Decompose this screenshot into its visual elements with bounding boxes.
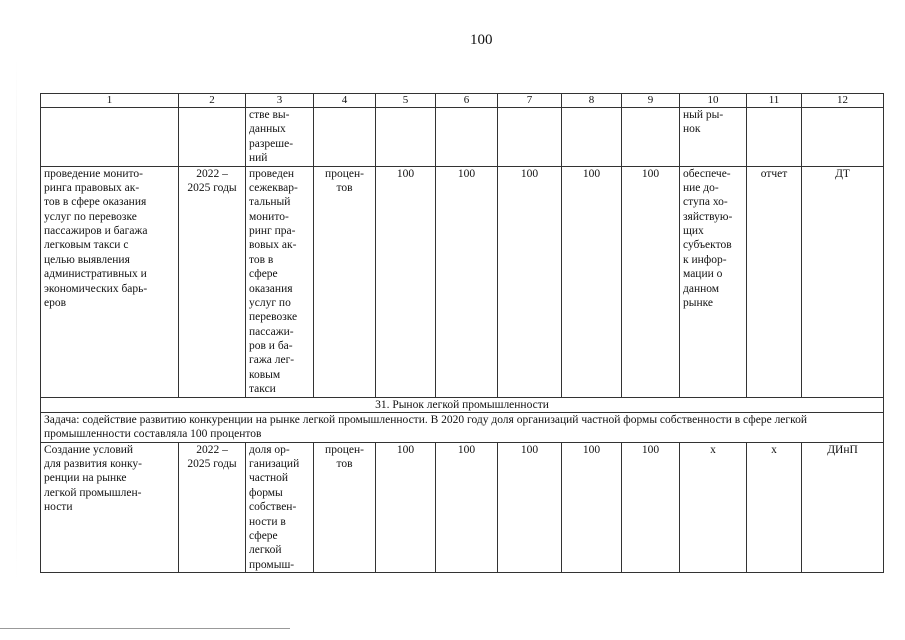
col-header: 9 [622,94,680,108]
col-header: 8 [562,94,622,108]
value-cell: 100 [562,166,622,397]
indicator-cell: проведен сежеквар- тальный монито- ринг пра- вовых ак- тов в сфере оказания услуг по перевозке пассажи- ров и ба- гажа лег- ковым такси [246,166,314,397]
table-cell [41,108,179,167]
unit-cell: процен- тов [314,442,376,572]
responsible-cell: ДТ [802,166,884,397]
result-cell: обеспече- ние до- ступа хо- зяйствую- щих субъектов к инфор- мации о данном рынке [680,166,747,397]
result-cell: х [680,442,747,572]
section-title: 31. Рынок легкой промышленности [41,397,884,412]
col-header: 5 [376,94,436,108]
col-header: 4 [314,94,376,108]
table-cell [179,108,246,167]
measures-table [40,93,884,573]
col-header: 12 [802,94,884,108]
table-cell [314,108,376,167]
value-cell: 100 [376,166,436,397]
section-row [41,397,884,412]
period-cell: 2022 – 2025 годы [179,166,246,397]
scan-edge-shadow [16,60,17,580]
col-header: 1 [41,94,179,108]
value-cell: 100 [376,442,436,572]
page-number: 100 [470,32,493,48]
measure-cell: Создание условий для развития конку- ренции на рынке легкой промышлен- ности [41,442,179,572]
value-cell: 100 [498,166,562,397]
col-header: 7 [498,94,562,108]
table-cell-result-cont: ный ры- нок [680,108,747,167]
task-row [41,412,884,442]
col-header: 11 [747,94,802,108]
measure-cell: проведение монито- ринга правовых ак- тов в сфере оказания услуг по перевозке пассажиров и багажа легковым такси с целью выявления административных и экономических барь- еров [41,166,179,397]
table-cell-indicator-cont: стве вы- данных разреше- ний [246,108,314,167]
table-cell [622,108,680,167]
table-cell [498,108,562,167]
document-cell: отчет [747,166,802,397]
col-header: 3 [246,94,314,108]
indicator-cell: доля ор- ганизаций частной формы собствен- ности в сфере легкой промыш- [246,442,314,572]
value-cell: 100 [436,166,498,397]
table-row-monitoring [41,166,884,397]
table-row-continued [41,108,884,167]
table-cell [376,108,436,167]
table-cell [562,108,622,167]
column-number-row [41,94,884,108]
value-cell: 100 [622,442,680,572]
col-header: 6 [436,94,498,108]
col-header: 10 [680,94,747,108]
scan-artifact-line [0,628,290,629]
responsible-cell: ДИнП [802,442,884,572]
unit-cell: процен- тов [314,166,376,397]
col-header: 2 [179,94,246,108]
table-cell [802,108,884,167]
value-cell: 100 [622,166,680,397]
document-cell: х [747,442,802,572]
value-cell: 100 [436,442,498,572]
value-cell: 100 [562,442,622,572]
task-text: Задача: содействие развитию конкуренции на рынке легкой промышленности. В 2020 году доля организаций частной формы собственности в сфере легкой промышленности составляла 100 процентов [41,412,884,442]
table-cell [747,108,802,167]
value-cell: 100 [498,442,562,572]
table-cell [436,108,498,167]
period-cell: 2022 – 2025 годы [179,442,246,572]
table-row-light-industry [41,442,884,572]
